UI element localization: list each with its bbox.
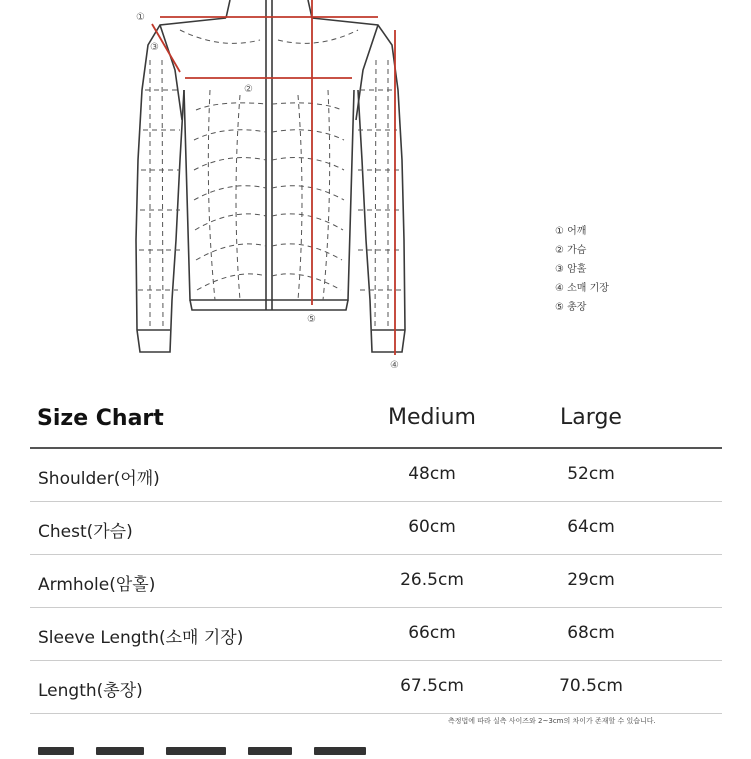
marker-4: ④ <box>390 360 399 371</box>
cell-large: 64cm <box>567 517 615 537</box>
cell-large: 29cm <box>567 570 615 590</box>
legend-item-armhole: ③ 암홀 <box>555 264 587 275</box>
marker-3: ③ <box>150 42 159 53</box>
table-row-chest <box>30 502 722 555</box>
cell-medium: 67.5cm <box>400 676 464 696</box>
cell-large: 70.5cm <box>559 676 623 696</box>
cell-medium: 48cm <box>408 464 456 484</box>
row-label: Length(총장) <box>38 681 143 701</box>
measurement-note: 측정법에 따라 실측 사이즈와 2~3cm의 차이가 존재할 수 있습니다. <box>448 717 656 725</box>
measurement-legend <box>555 222 609 317</box>
cell-medium: 60cm <box>408 517 456 537</box>
marker-1: ① <box>136 12 145 23</box>
marker-5: ⑤ <box>307 314 316 325</box>
table-row-armhole <box>30 555 722 608</box>
cell-medium: 66cm <box>408 623 456 643</box>
table-row-sleeve-length <box>30 608 722 661</box>
size-chart-table <box>30 395 722 714</box>
row-label: Sleeve Length(소매 기장) <box>38 628 244 648</box>
column-header-large: Large <box>560 405 622 430</box>
legend-item-chest: ② 가슴 <box>555 245 587 256</box>
legend-item-length: ⑤ 총장 <box>555 302 587 313</box>
row-label: Shoulder(어깨) <box>38 469 160 489</box>
table-row-length <box>30 661 722 714</box>
cell-large: 52cm <box>567 464 615 484</box>
size-chart-header <box>30 395 722 449</box>
measure-lines <box>152 0 395 355</box>
column-header-medium: Medium <box>388 405 476 430</box>
cell-medium: 26.5cm <box>400 570 464 590</box>
cropped-text-strip <box>38 740 438 751</box>
jacket-outline <box>136 0 405 352</box>
legend-item-sleeve-length: ④ 소매 기장 <box>555 283 609 294</box>
table-row-shoulder <box>30 449 722 502</box>
cell-large: 68cm <box>567 623 615 643</box>
size-chart-title: Size Chart <box>37 406 164 431</box>
legend-item-shoulder: ① 어깨 <box>555 226 587 237</box>
row-label: Armhole(암홀) <box>38 575 156 595</box>
marker-2: ② <box>244 84 253 95</box>
row-label: Chest(가슴) <box>38 522 133 542</box>
